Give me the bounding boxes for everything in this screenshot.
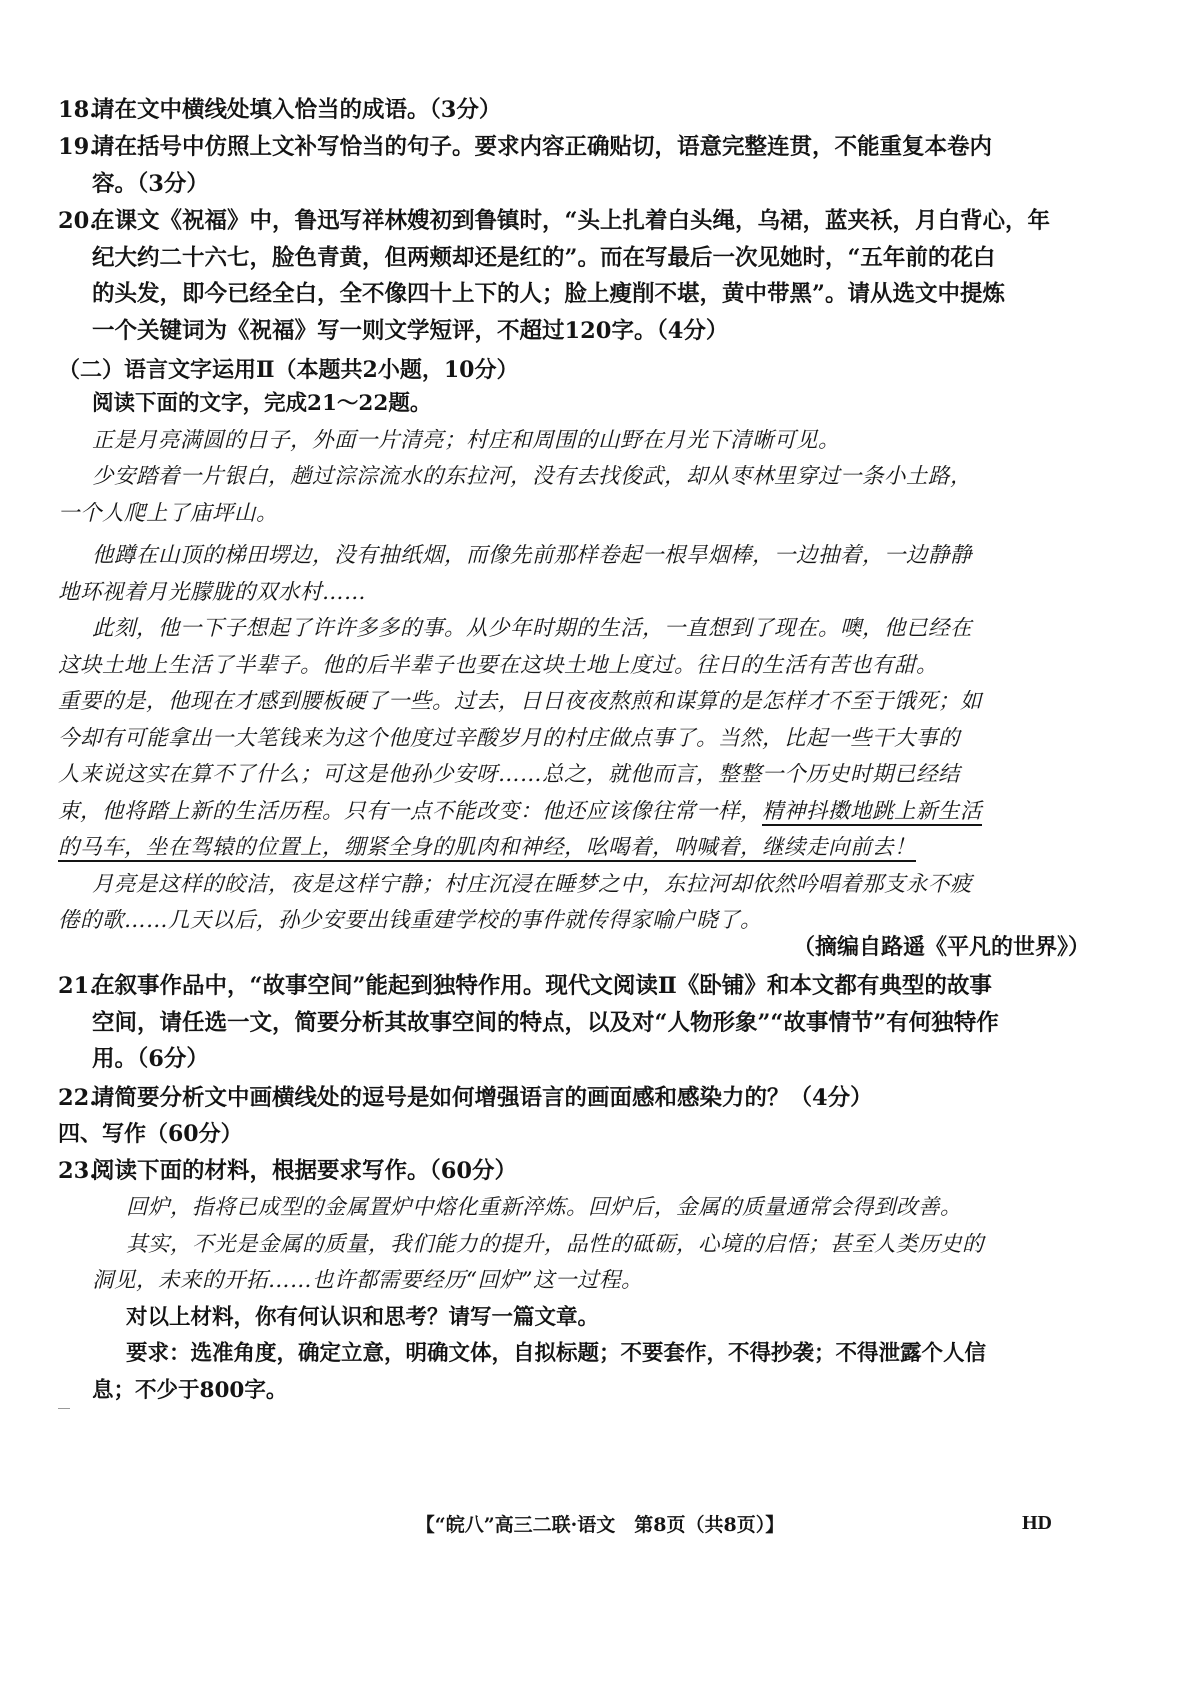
scan-mark <box>58 1408 70 1409</box>
question-text: 在课文《祝福》中，鲁迅写祥林嫂初到鲁镇时，“头上扎着白头绳，乌裙，蓝夹袄，月白背心，年 <box>92 208 1050 234</box>
question-23 <box>58 1153 1058 1190</box>
section-heading: 四、写作（60分） <box>58 1121 243 1147</box>
question-number: 18. <box>58 97 98 123</box>
question-number: 19. <box>58 134 98 160</box>
underlined-text: 精神抖擞地跳上新生活 <box>762 798 983 824</box>
page-footer: 【“皖八”高三二联·语文 第8页（共8页）】 <box>415 1514 785 1536</box>
question-21 <box>58 968 1058 1078</box>
material-paragraph: 其实，不光是金属的质量，我们能力的提升，品性的砥砺，心境的启悟；甚至人类历史的 <box>126 1231 985 1257</box>
question-text: 请简要分析文中画横线处的逗号是如何增强语言的画面感和感染力的？（4分） <box>92 1085 873 1111</box>
writing-prompt: 对以上材料，你有何认识和思考？请写一篇文章。 <box>126 1304 600 1330</box>
writing-material <box>92 1190 1072 1409</box>
passage-paragraph: 此刻，他一下子想起了许许多多的事。从少年时期的生活，一直想到了现在。噢，他已经在 <box>92 616 973 641</box>
question-text: 请在括号中仿照上文补写恰当的句子。要求内容正确贴切，语意完整连贯，不能重复本卷内 <box>92 134 993 160</box>
question-19 <box>58 129 1058 202</box>
passage-paragraph: 倦的歌……几天以后，孙少安要出钱重建学校的事件就传得家喻户晓了。 <box>58 908 763 933</box>
material-paragraph: 回炉，指将已成型的金属置炉中熔化重新淬炼。回炉后，金属的质量通常会得到改善。 <box>126 1195 963 1220</box>
question-text: 用。（6分） <box>92 1046 209 1072</box>
writing-requirements: 要求：选准角度，确定立意，明确文体，自拟标题；不要套作，不得抄袭；不得泄露个人信 <box>126 1341 987 1366</box>
question-text: 请在文中横线处填入恰当的成语。（3分） <box>92 97 502 123</box>
question-22 <box>58 1080 1058 1117</box>
passage-paragraph <box>58 794 1068 831</box>
question-number: 21. <box>58 973 98 999</box>
passage-paragraph: 他蹲在山顶的梯田塄边，没有抽纸烟，而像先前那样卷起一根旱烟棒，一边抽着，一边静静 <box>92 543 973 568</box>
passage-paragraph: 重要的是，他现在才感到腰板硬了一些。过去，日日夜夜熬煎和谋算的是怎样才不至于饿死；如 <box>58 689 983 714</box>
passage-paragraph: 一个人爬上了庙坪山。 <box>58 500 279 526</box>
question-number: 23. <box>58 1158 98 1184</box>
passage-paragraph: 月亮是这样的皎洁，夜是这样宁静；村庄沉浸在睡梦之中，东拉河却依然吟唱着那支永不疲 <box>92 871 973 897</box>
passage-paragraph: 今却有可能拿出一大笔钱来为这个他度过辛酸岁月的村庄做点事了。当然，比起一些干大事的 <box>58 725 961 751</box>
reading-passage <box>58 386 1068 940</box>
passage-paragraph: 少安踏着一片银白，趟过淙淙流水的东拉河，没有去找俊武，却从枣林里穿过一条小土路， <box>92 464 973 489</box>
question-text: 一个关键词为《祝福》写一则文学短评，不超过120字。（4分） <box>92 317 729 344</box>
question-text: 容。（3分） <box>92 170 209 197</box>
passage-text: 束，他将踏上新的生活历程。只有一点不能改变：他还应该像往常一样， <box>58 798 763 824</box>
question-number: 20. <box>58 208 98 234</box>
passage-paragraph <box>58 830 1068 867</box>
question-text: 空间，请任选一文，简要分析其故事空间的特点，以及对“人物形象”“故事情节”有何独特作 <box>92 1009 999 1036</box>
reading-instruction: 阅读下面的文字，完成21～22题。 <box>92 391 432 416</box>
question-text: 的头发，即今已经全白，全不像四十上下的人；脸上瘦削不堪，黄中带黑”。请从选文中提炼 <box>92 281 1005 307</box>
question-number: 22. <box>58 1085 98 1111</box>
passage-paragraph: 人来说这实在算不了什么；可这是他孙少安呀……总之，就他而言，整整一个历史时期已经结 <box>58 762 961 787</box>
writing-requirements: 息；不少于800字。 <box>92 1377 288 1403</box>
footer-code: HD <box>1022 1512 1052 1534</box>
passage-paragraph: 这块土地上生活了半辈子。他的后半辈子也要在这块土地上度过。往日的生活有苦也有甜。 <box>58 652 939 678</box>
question-text: 在叙事作品中，“故事空间”能起到独特作用。现代文阅读Ⅱ《卧铺》和本文都有典型的故事 <box>92 973 992 999</box>
question-18 <box>58 92 1058 129</box>
passage-paragraph: 正是月亮满圆的日子，外面一片清亮；村庄和周围的山野在月光下清晰可见。 <box>92 427 841 453</box>
question-text: 纪大约二十六七，脸色青黄，但两颊却还是红的”。而在写最后一次见她时，“五年前的花白 <box>92 244 996 271</box>
question-text: 阅读下面的材料，根据要求写作。（60分） <box>92 1158 518 1184</box>
passage-source: （摘编自路遥《平凡的世界》） <box>792 934 1090 960</box>
question-20 <box>58 203 1058 349</box>
section-heading: （二）语言文字运用Ⅱ（本题共2小题，10分） <box>58 357 519 383</box>
material-paragraph: 洞见，未来的开拓……也许都需要经历“回炉”这一过程。 <box>92 1268 643 1293</box>
passage-paragraph: 地环视着月光朦胧的双水村…… <box>58 579 367 605</box>
underlined-text: 的马车，坐在驾辕的位置上，绷紧全身的肌肉和神经，吆喝着，呐喊着，继续走向前去！ <box>58 835 917 860</box>
